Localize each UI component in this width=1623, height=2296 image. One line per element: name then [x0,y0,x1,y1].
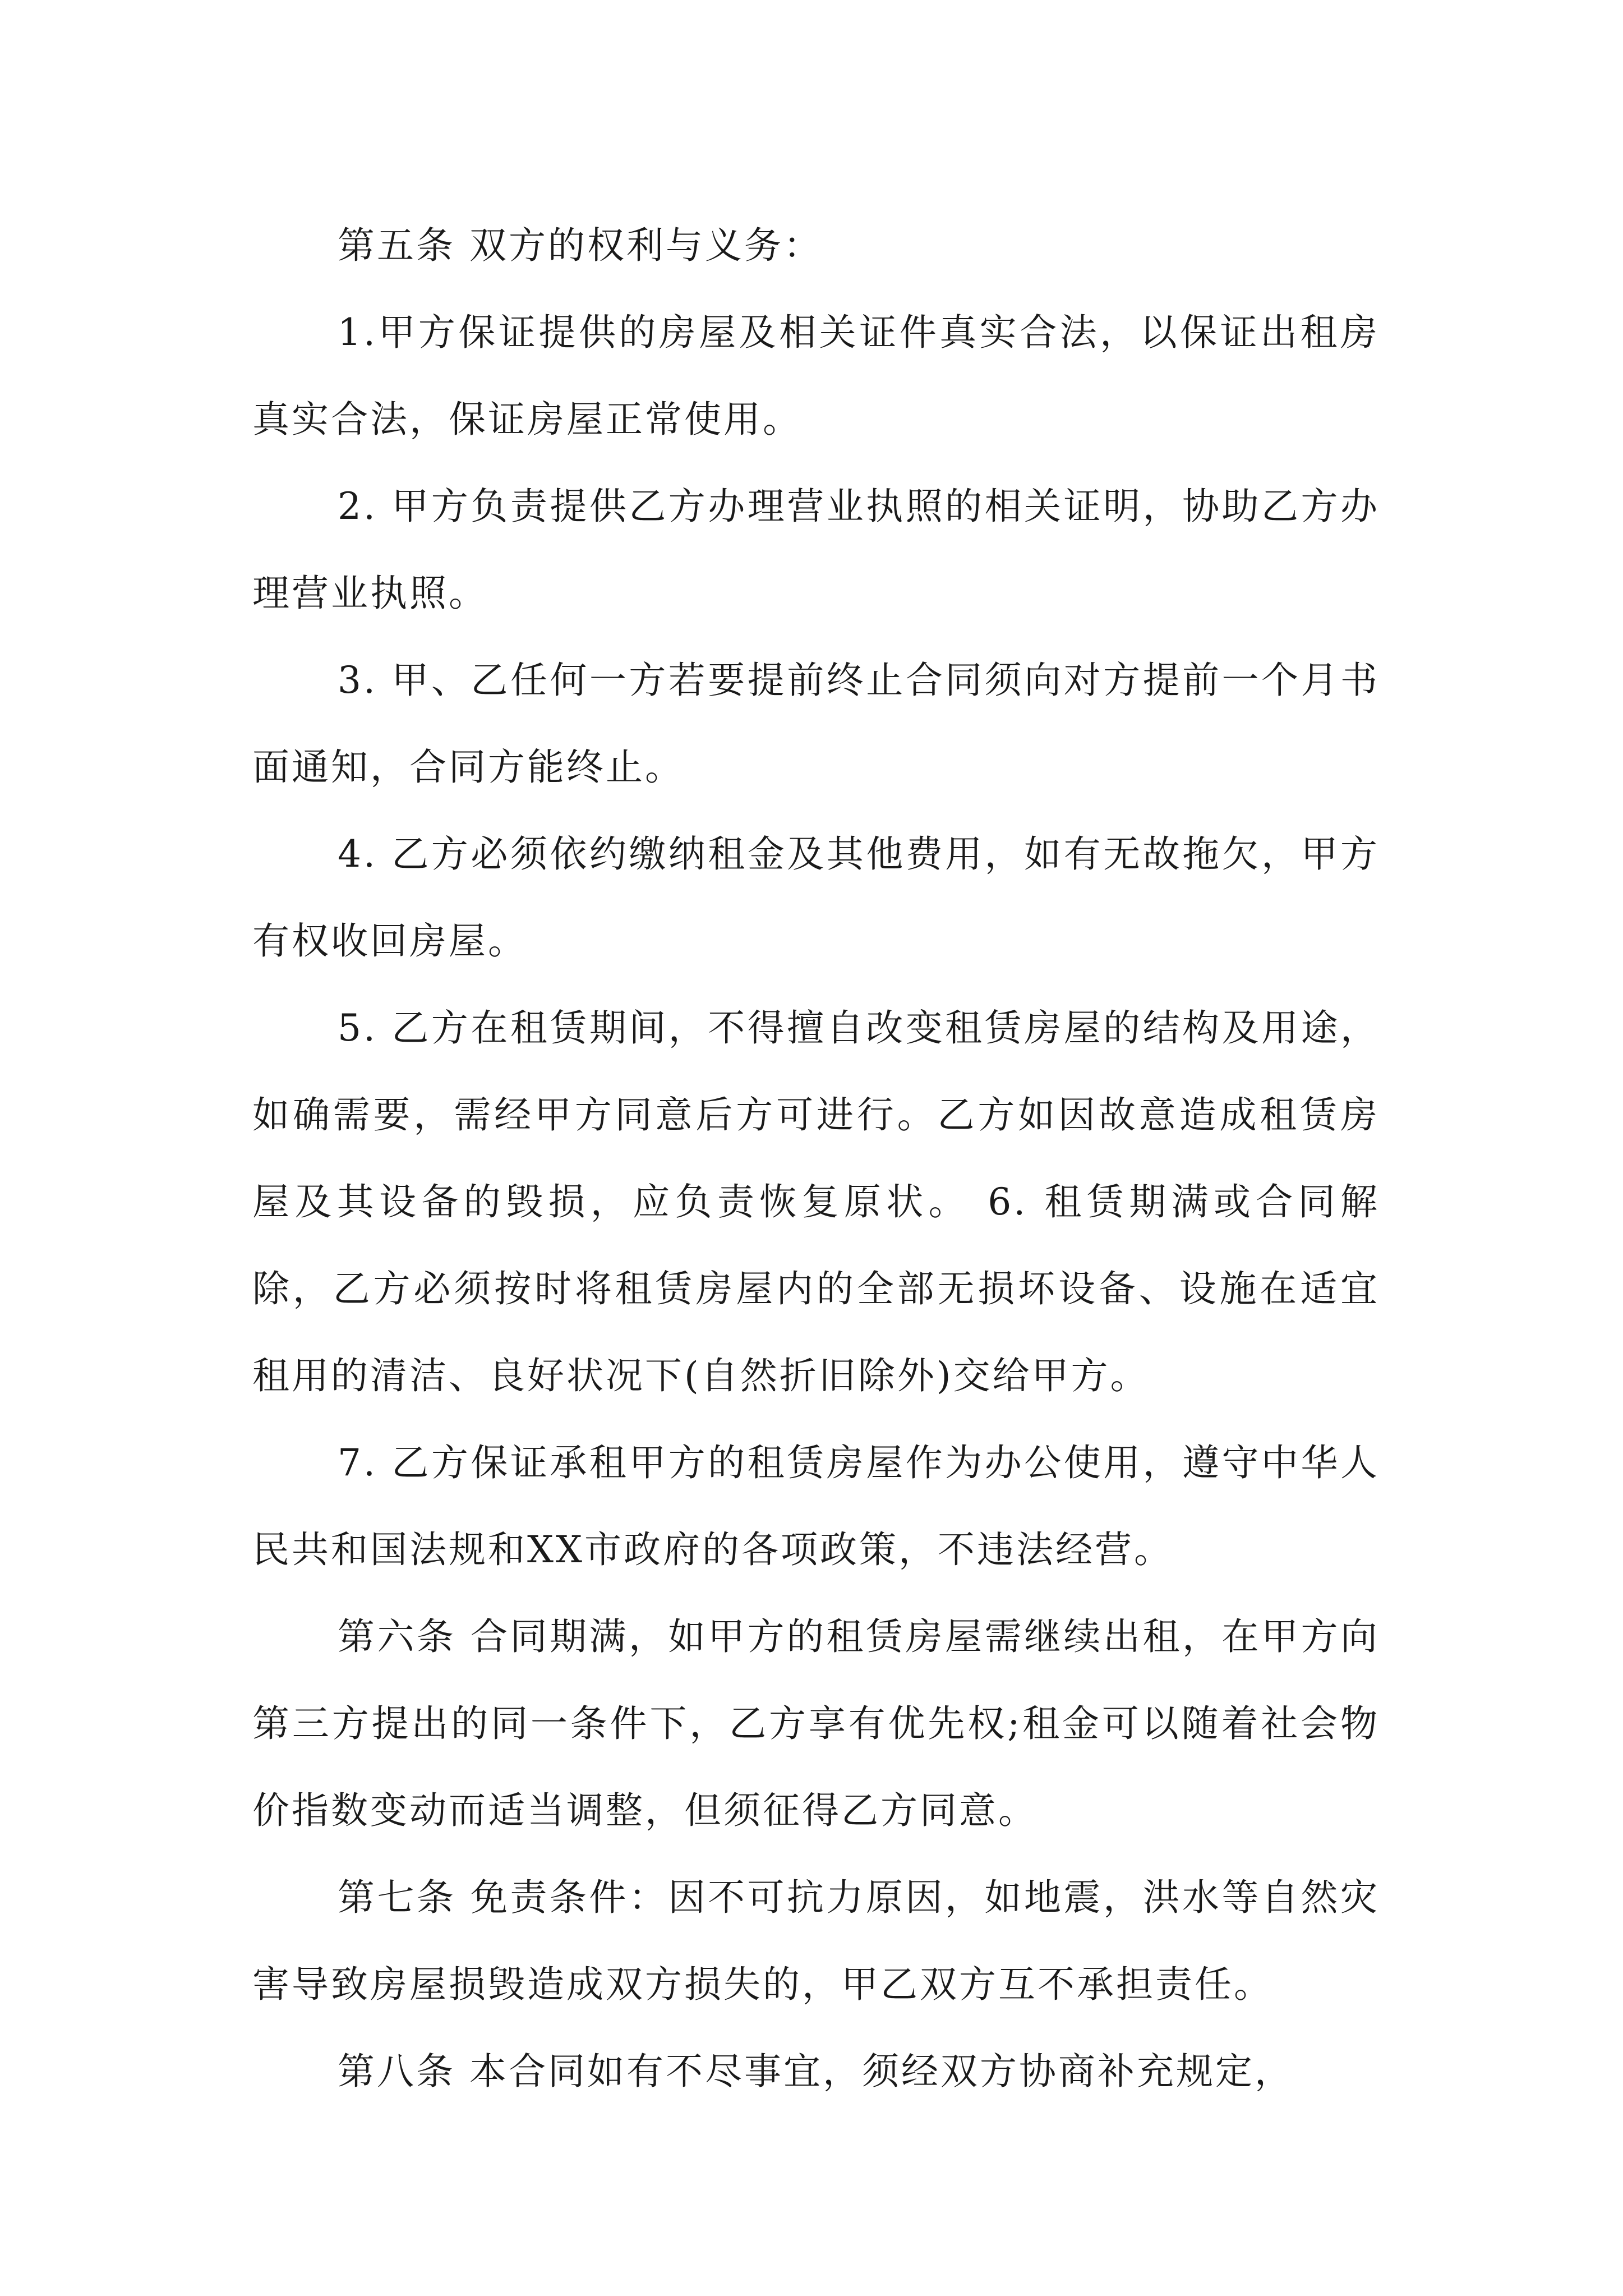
contract-body [252,202,1380,2115]
paragraph-article-5-heading: 第五条 双方的权利与义务： [338,224,823,267]
paragraph-clause-2: 2. 甲方负责提供乙方办理营业执照的相关证明，协助乙方办理营业执照。 [252,485,1380,615]
paragraph-article-6: 第六条 合同期满，如甲方的租赁房屋需继续出租，在甲方向第三方提出的同一条件下，乙方享有优先权;租金可以随着社会物价指数变动而适当调整，但须征得乙方同意。 [252,1615,1380,1832]
paragraph-article-7: 第七条 免责条件：因不可抗力原因，如地震，洪水等自然灾害导致房屋损毁造成双方损失的，甲乙双方互不承担责任。 [252,1876,1380,2006]
paragraph-clause-1: 1.甲方保证提供的房屋及相关证件真实合法，以保证出租房真实合法，保证房屋正常使用。 [252,311,1380,441]
paragraph-clause-5-6: 5. 乙方在租赁期间，不得擅自改变租赁房屋的结构及用途，如确需要，需经甲方同意后方可进行。乙方如因故意造成租赁房屋及其设备的毁损，应负责恢复原状。 6. 租赁期满或合同解除，乙方必须按时将租赁房屋内的全部无损坏设备、设施在适宜租用的清洁、良好状况下(自然折旧除外)交给甲方。 [252,1006,1380,1397]
paragraph-clause-4: 4. 乙方必须依约缴纳租金及其他费用，如有无故拖欠，甲方有权收回房屋。 [252,832,1380,963]
paragraph-article-8: 第八条 本合同如有不尽事宜，须经双方协商补充规定， [338,2050,1294,2093]
paragraph-clause-3: 3. 甲、乙任何一方若要提前终止合同须向对方提前一个月书面通知，合同方能终止。 [252,659,1380,789]
paragraph-clause-7: 7. 乙方保证承租甲方的租赁房屋作为办公使用，遵守中华人民共和国法规和XX市政府的各项政策，不违法经营。 [252,1441,1380,1571]
